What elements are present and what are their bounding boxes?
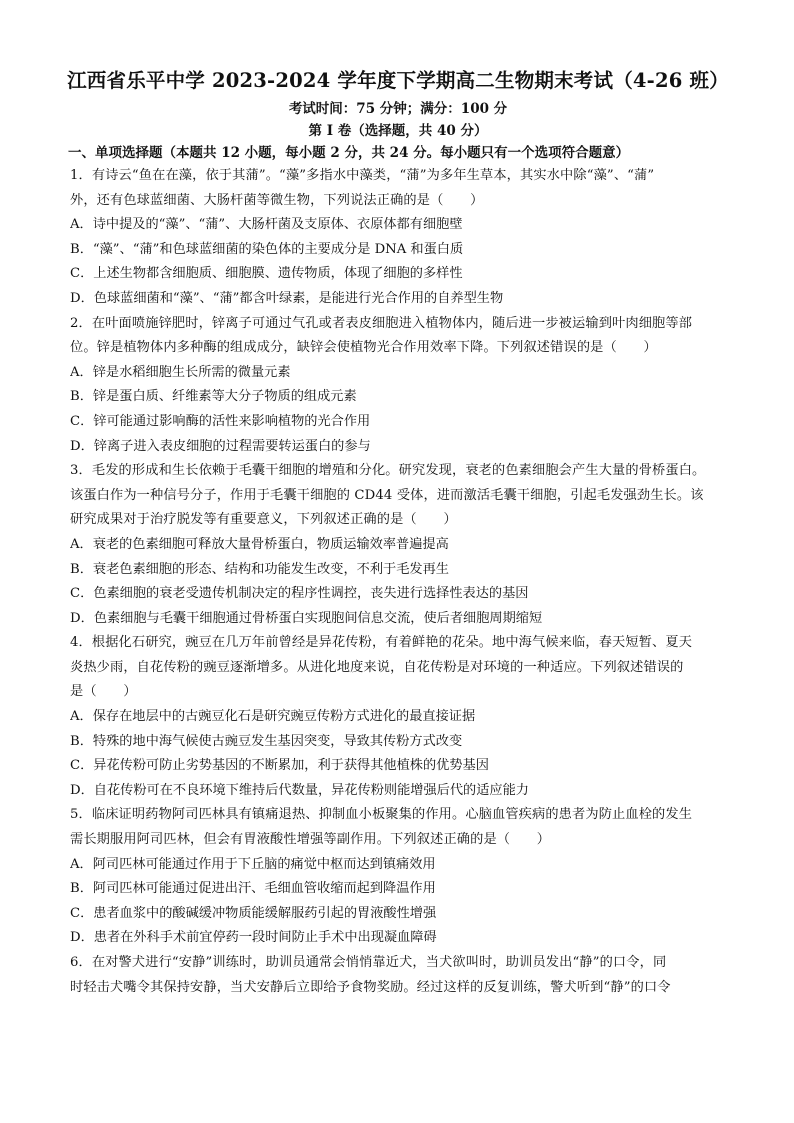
- answer-option: D．自花传粉可在不良环境下维持后代数量，异花传粉则能增强后代的适应能力: [70, 782, 529, 798]
- answer-option: D．色素细胞与毛囊干细胞通过骨桥蛋白实现胞间信息交流，使后者细胞周期缩短: [70, 610, 543, 626]
- answer-option: A．阿司匹林可能通过作用于下丘脑的痛觉中枢而达到镇痛效用: [70, 856, 436, 872]
- question-list: [70, 164, 726, 1000]
- answer-option: C．锌可能通过影响酶的活性来影响植物的光合作用: [70, 413, 371, 429]
- question-stem-line: 炎热少雨，自花传粉的豌豆逐渐增多。从进化地度来说，自花传粉是对环境的一种适应。下列叙述错误的: [70, 659, 684, 675]
- question-stem-line: 3．毛发的形成和生长依赖于毛囊干细胞的增殖和分化。研究发现，衰老的色素细胞会产生大量的骨桥蛋白。: [70, 463, 706, 479]
- question-3: [70, 459, 726, 631]
- question-stem-line: 5．临床证明药物阿司匹林具有镇痛退热、抑制血小板聚集的作用。心脑血管疾病的患者为防止血栓的发生: [70, 807, 693, 823]
- section-heading: 一、单项选择题（本题共 12 小题，每小题 2 分，共 24 分。每小题只有一个选项符合题意）: [68, 145, 630, 161]
- question-1: [70, 164, 726, 312]
- question-stem-line: 需长期服用阿司匹林，但会有胃液酸性增强等副作用。下列叙述正确的是（ ）: [70, 832, 551, 848]
- answer-option: A．衰老的色素细胞可释放大量骨桥蛋白，物质运输效率普遍提高: [70, 536, 449, 552]
- answer-option: A．诗中提及的“藻”、“蒲”、大肠杆菌及支原体、衣原体都有细胞壁: [70, 217, 463, 233]
- answer-option: B．特殊的地中海气候使古豌豆发生基因突变，导致其传粉方式改变: [70, 733, 463, 749]
- question-stem-line: 时轻击犬嘴令其保持安静，当犬安静后立即给予食物奖励。经过这样的反复训练，警犬听到“静”的口令: [70, 979, 671, 995]
- question-stem-line: 位。锌是植物体内多种酶的组成成分，缺锌会使植物光合作用效率下降。下列叙述错误的是（ ）: [70, 340, 657, 356]
- question-stem-line: 1．有诗云“鱼在在藻，依于其蒲”。“藻”多指水中藻类，“蒲”为多年生草本，其实水中除“藻”、“蒲”: [70, 168, 655, 183]
- question-stem-line: 该蛋白作为一种信号分子，作用于毛囊干细胞的 CD44 受体，进而激活毛囊干细胞，引起毛发强劲生长。该: [70, 487, 704, 503]
- answer-option: C．色素细胞的衰老受遗传机制决定的程序性调控，丧失进行选择性表达的基因: [70, 586, 529, 602]
- exam-info: 考试时间：75 分钟；满分：100 分: [288, 101, 508, 117]
- question-6: [70, 951, 726, 1000]
- question-stem-line: 4．根据化石研究，豌豆在几万年前曾经是异花传粉，有着鲜艳的花朵。地中海气候来临，春天短暂、夏天: [70, 635, 693, 651]
- question-2: [70, 312, 726, 460]
- answer-option: D．患者在外科手术前宜停药一段时间防止手术中出现凝血障碍: [70, 930, 437, 946]
- answer-option: A．保存在地层中的古豌豆化石是研究豌豆传粉方式进化的最直接证据: [70, 709, 476, 725]
- exam-page: [67, 68, 729, 1000]
- question-4: [70, 631, 726, 803]
- answer-option: B．锌是蛋白质、纤维素等大分子物质的组成元素: [70, 389, 357, 405]
- question-stem-line: 是（ ）: [70, 684, 137, 700]
- question-stem-line: 6．在对警犬进行“安静”训练时，助训员通常会悄悄靠近犬，当犬欲叫时，助训员发出“静”的口令，同: [70, 955, 667, 970]
- answer-option: B．阿司匹林可能通过促进出汗、毛细血管收缩而起到降温作用: [70, 881, 436, 897]
- answer-option: B．“藻”、“蒲”和色球蓝细菌的染色体的主要成分是 DNA 和蛋白质: [70, 241, 464, 257]
- question-stem-line: 外，还有色球蓝细菌、大肠杆菌等微生物，下列说法正确的是（ ）: [70, 192, 484, 208]
- answer-option: C．患者血浆中的酸碱缓冲物质能缓解服药引起的胃液酸性增强: [70, 905, 437, 921]
- question-stem-line: 研究成果对于治疗脱发等有重要意义，下列叙述正确的是（ ）: [70, 512, 457, 528]
- answer-option: B．衰老色素细胞的形态、结构和功能发生改变，不利于毛发再生: [70, 561, 449, 577]
- part-heading: 第 I 卷（选择题，共 40 分）: [308, 123, 488, 139]
- answer-option: A．锌是水稻细胞生长所需的微量元素: [70, 364, 291, 380]
- answer-option: C．异花传粉可防止劣势基因的不断累加，利于获得其他植株的优势基因: [70, 758, 489, 774]
- question-5: [70, 803, 726, 951]
- answer-option: C．上述生物都含细胞质、细胞膜、遗传物质，体现了细胞的多样性: [70, 266, 463, 282]
- answer-option: D．锌离子进入表皮细胞的过程需要转运蛋白的参与: [70, 438, 371, 454]
- answer-option: D．色球蓝细菌和“藻”、“蒲”都含叶绿素，是能进行光合作用的自养型生物: [70, 290, 504, 306]
- question-stem-line: 2．在叶面喷施锌肥时，锌离子可通过气孔或者表皮细胞进入植物体内，随后进一步被运输到叶肉细胞等部: [70, 315, 693, 331]
- exam-title: 江西省乐平中学 2023-2024 学年度下学期高二生物期末考试（4-26 班）: [67, 69, 729, 92]
